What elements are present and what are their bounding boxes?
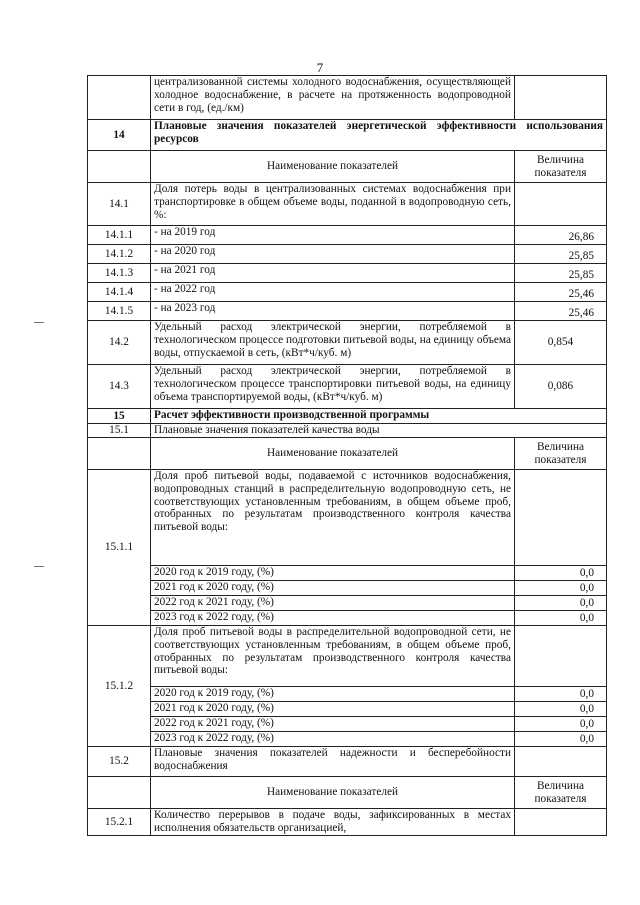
value-header: Величина показателя (515, 151, 607, 183)
header-row (88, 777, 607, 809)
row-value: 0,086 (515, 365, 607, 409)
sub-row-value: 0,0 (515, 717, 607, 732)
row-value: 25,85 (515, 245, 607, 264)
row-value (515, 183, 607, 226)
row-description: - на 2023 год (151, 302, 515, 321)
sub-row-description: 2020 год к 2019 году, (%) (151, 687, 515, 702)
row-value (515, 809, 607, 836)
row-number: 15.2.1 (88, 809, 151, 836)
sub-row (88, 581, 607, 596)
row-number: 14.2 (88, 321, 151, 365)
name-header: Наименование показателей (151, 438, 515, 470)
table-row (88, 264, 607, 283)
header-empty-cell (88, 151, 151, 183)
sub-row-description: 2022 год к 2021 году, (%) (151, 717, 515, 732)
row-value: 25,46 (515, 302, 607, 321)
table-row (88, 302, 607, 321)
table-row (88, 809, 607, 836)
row-value: 25,85 (515, 264, 607, 283)
row-description: - на 2020 год (151, 245, 515, 264)
row-number: 14.1.2 (88, 245, 151, 264)
row-value (515, 626, 607, 687)
row-number: 14.1.1 (88, 226, 151, 245)
section-row (88, 409, 607, 424)
row-description: Плановые значения показателей надежности и бесперебойности водоснабжения (151, 747, 515, 777)
sub-row (88, 717, 607, 732)
table-row (88, 470, 607, 566)
row-description: - на 2019 год (151, 226, 515, 245)
row-value: 26,86 (515, 226, 607, 245)
table-row (88, 283, 607, 302)
margin-mark (34, 322, 44, 323)
table-row (88, 183, 607, 226)
row-description: Доля проб питьевой воды, подаваемой с источников водоснабжения, водопроводных станций в распределительную водопроводную сеть, не соответствующих установленным требованиям, в общем объеме проб, отобранных по результатам производственного контроля качества питьевой воды: (151, 470, 515, 566)
sub-row (88, 687, 607, 702)
name-header: Наименование показателей (151, 777, 515, 809)
sub-row-value: 0,0 (515, 702, 607, 717)
sub-row-description: 2021 год к 2020 году, (%) (151, 581, 515, 596)
header-empty-cell (88, 777, 151, 809)
row-number: 14.1.5 (88, 302, 151, 321)
sub-row-description: 2023 год к 2022 году, (%) (151, 611, 515, 626)
row-description: Доля потерь воды в централизованных системах водоснабжения при транспортировке в общем объеме воды, поданной в водопроводную сеть, %: (151, 183, 515, 226)
row-value (515, 747, 607, 777)
value-header: Величина показателя (515, 777, 607, 809)
table-row (88, 626, 607, 687)
section-title: Расчет эффективности производственной программы (151, 409, 607, 424)
table-row (88, 245, 607, 264)
row-number: 14.3 (88, 365, 151, 409)
sub-row-value: 0,0 (515, 566, 607, 581)
table-row (88, 321, 607, 365)
row-number: 15.1.2 (88, 626, 151, 747)
sub-row-description: 2022 год к 2021 году, (%) (151, 596, 515, 611)
table-row (88, 365, 607, 409)
sub-row-description: 2021 год к 2020 году, (%) (151, 702, 515, 717)
row-value: 0,854 (515, 321, 607, 365)
sub-row (88, 702, 607, 717)
table-row (88, 747, 607, 777)
sub-row-value: 0,0 (515, 687, 607, 702)
sub-row-description: 2020 год к 2019 году, (%) (151, 566, 515, 581)
section-number: 15 (88, 409, 151, 424)
table-row (88, 226, 607, 245)
row-value (515, 76, 607, 120)
sub-row-value: 0,0 (515, 581, 607, 596)
sub-row-value: 0,0 (515, 596, 607, 611)
sub-row-description: 2023 год к 2022 году, (%) (151, 732, 515, 747)
indicators-table (87, 75, 607, 836)
header-row (88, 438, 607, 470)
sub-row (88, 566, 607, 581)
sub-row (88, 596, 607, 611)
row-number: 15.1.1 (88, 470, 151, 626)
row-value (515, 470, 607, 566)
row-description: Удельный расход электрической энергии, потребляемой в технологическом процессе подготовки питьевой воды, на единицу объема воды, отпускаемой в сеть, (кВт*ч/куб. м) (151, 321, 515, 365)
row-description: - на 2022 год (151, 283, 515, 302)
section-row (88, 120, 607, 151)
row-description: Доля проб питьевой воды в распределительной водопроводной сети, не соответствующих установленным требованиям, в общем объеме проб, отобранных по результатам производственного контроля качества питьевой воды: (151, 626, 515, 687)
section-title: Плановые значения показателей энергетической эффективности использования ресурсов (151, 120, 607, 151)
row-number: 14.1.4 (88, 283, 151, 302)
row-number: 15.2 (88, 747, 151, 777)
sub-row (88, 611, 607, 626)
table-row (88, 424, 607, 438)
page-number: 7 (316, 60, 324, 75)
name-header: Наименование показателей (151, 151, 515, 183)
margin-mark (34, 566, 44, 567)
table-row (88, 76, 607, 120)
row-number: 14.1 (88, 183, 151, 226)
sub-row-value: 0,0 (515, 732, 607, 747)
row-value: 25,46 (515, 283, 607, 302)
sub-row (88, 732, 607, 747)
header-empty-cell (88, 438, 151, 470)
row-description: Удельный расход электрической энергии, потребляемой в технологическом процессе транспортировки питьевой воды, на единицу объема транспортируемой воды, (кВт*ч/куб. м) (151, 365, 515, 409)
row-description: Плановые значения показателей качества воды (151, 424, 607, 438)
sub-row-value: 0,0 (515, 611, 607, 626)
header-row (88, 151, 607, 183)
row-number: 14.1.3 (88, 264, 151, 283)
row-number: 15.1 (88, 424, 151, 438)
section-number: 14 (88, 120, 151, 151)
row-number (88, 76, 151, 120)
row-description: Количество перерывов в подаче воды, зафиксированных в местах исполнения обязательств организацией, (151, 809, 515, 836)
value-header: Величина показателя (515, 438, 607, 470)
row-description: - на 2021 год (151, 264, 515, 283)
row-description: централизованной системы холодного водоснабжения, осуществляющей холодное водоснабжение, в расчете на протяженность водопроводной сети в год, (ед./км) (151, 76, 515, 120)
